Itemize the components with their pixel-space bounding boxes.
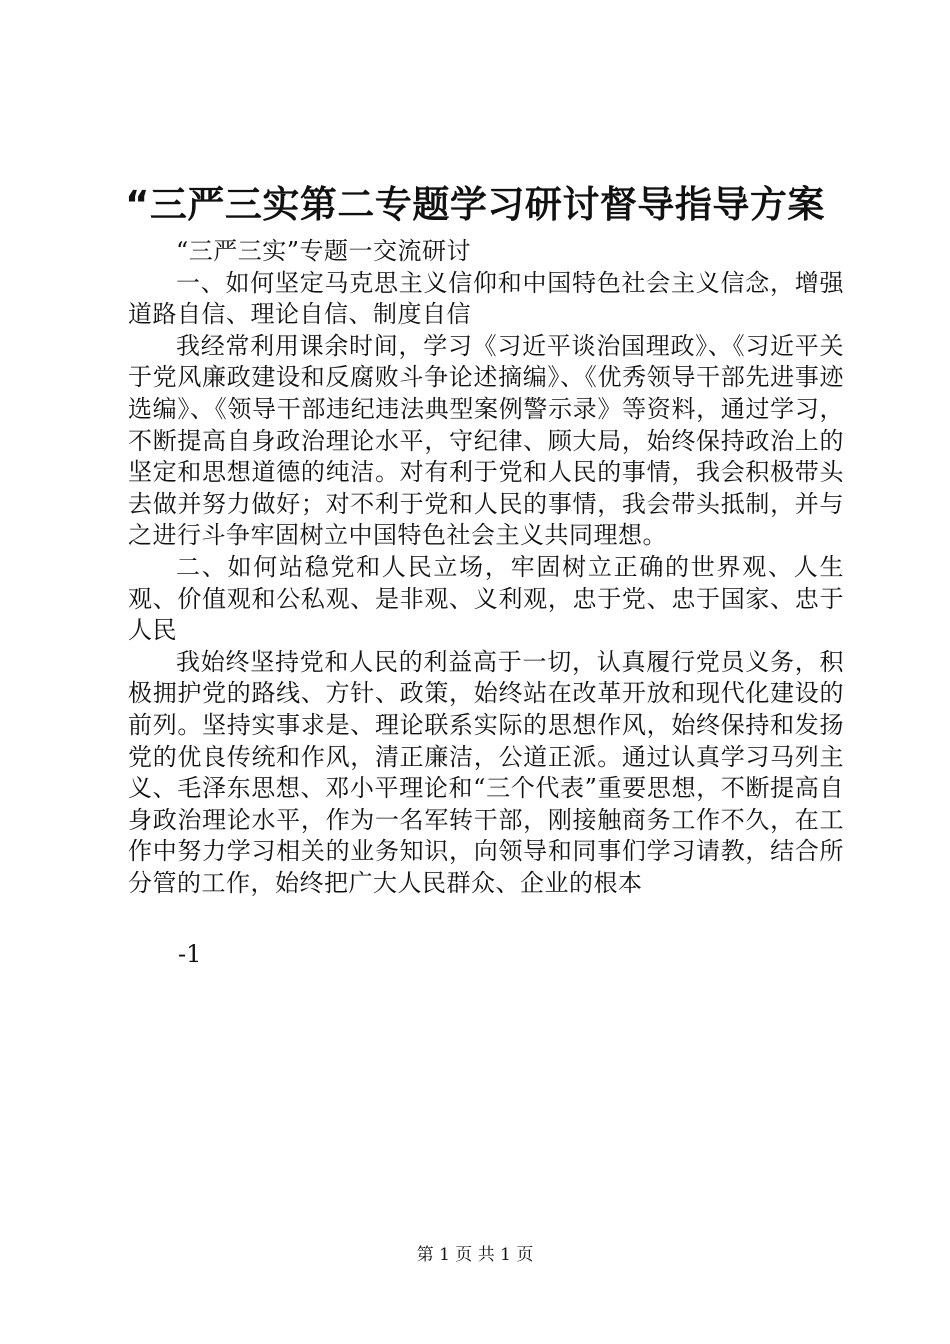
- page-footer: 第 1 页 共 1 页: [416, 1245, 534, 1265]
- answer-one-paragraph: 我经常利用课余时间，学习《习近平谈治国理政》、《习近平关于党风廉政建设和反腐败斗争论述摘编》、《优秀领导干部先进事迹选编》、《领导干部违纪违法典型案例警示录》等资料，通过学习，不断提高自身政治理论水平，守纪律、顾大局，始终保持政治上的坚定和思想道德的纯洁。对有利于党和人民的事情，我会积极带头去做并努力做好；对不利于党和人民的事情，我会带头抵制，并与之进行斗争牢固树立中国特色社会主义共同理想。: [128, 331, 844, 550]
- question-two-paragraph: 二、如何站稳党和人民立场，牢固树立正确的世界观、人生观、价值观和公私观、是非观、义利观，忠于党、忠于国家、忠于人民: [128, 552, 844, 645]
- document-body: [128, 236, 844, 899]
- subtitle-paragraph: “三严三实”专题一交流研讨: [176, 237, 472, 265]
- page-mark: -1: [178, 940, 202, 968]
- question-one-paragraph: 一、如何坚定马克思主义信仰和中国特色社会主义信念，增强道路自信、理论自信、制度自信: [128, 268, 844, 329]
- answer-two-paragraph: 我始终坚持党和人民的利益高于一切，认真履行党员义务，积极拥护党的路线、方针、政策，始终站在改革开放和现代化建设的前列。坚持实事求是、理论联系实际的思想作风，始终保持和发扬党的优良传统和作风，清正廉洁，公道正派。通过认真学习马列主义、毛泽东思想、邓小平理论和“三个代表”重要思想，不断提高自身政治理论水平，作为一名军转干部，刚接触商务工作不久，在工作中努力学习相关的业务知识，向领导和同事们学习请教，结合所分管的工作，始终把广大人民群众、企业的根本: [128, 647, 844, 897]
- document-title: “三严三实第二专题学习研讨督导指导方案: [125, 183, 825, 226]
